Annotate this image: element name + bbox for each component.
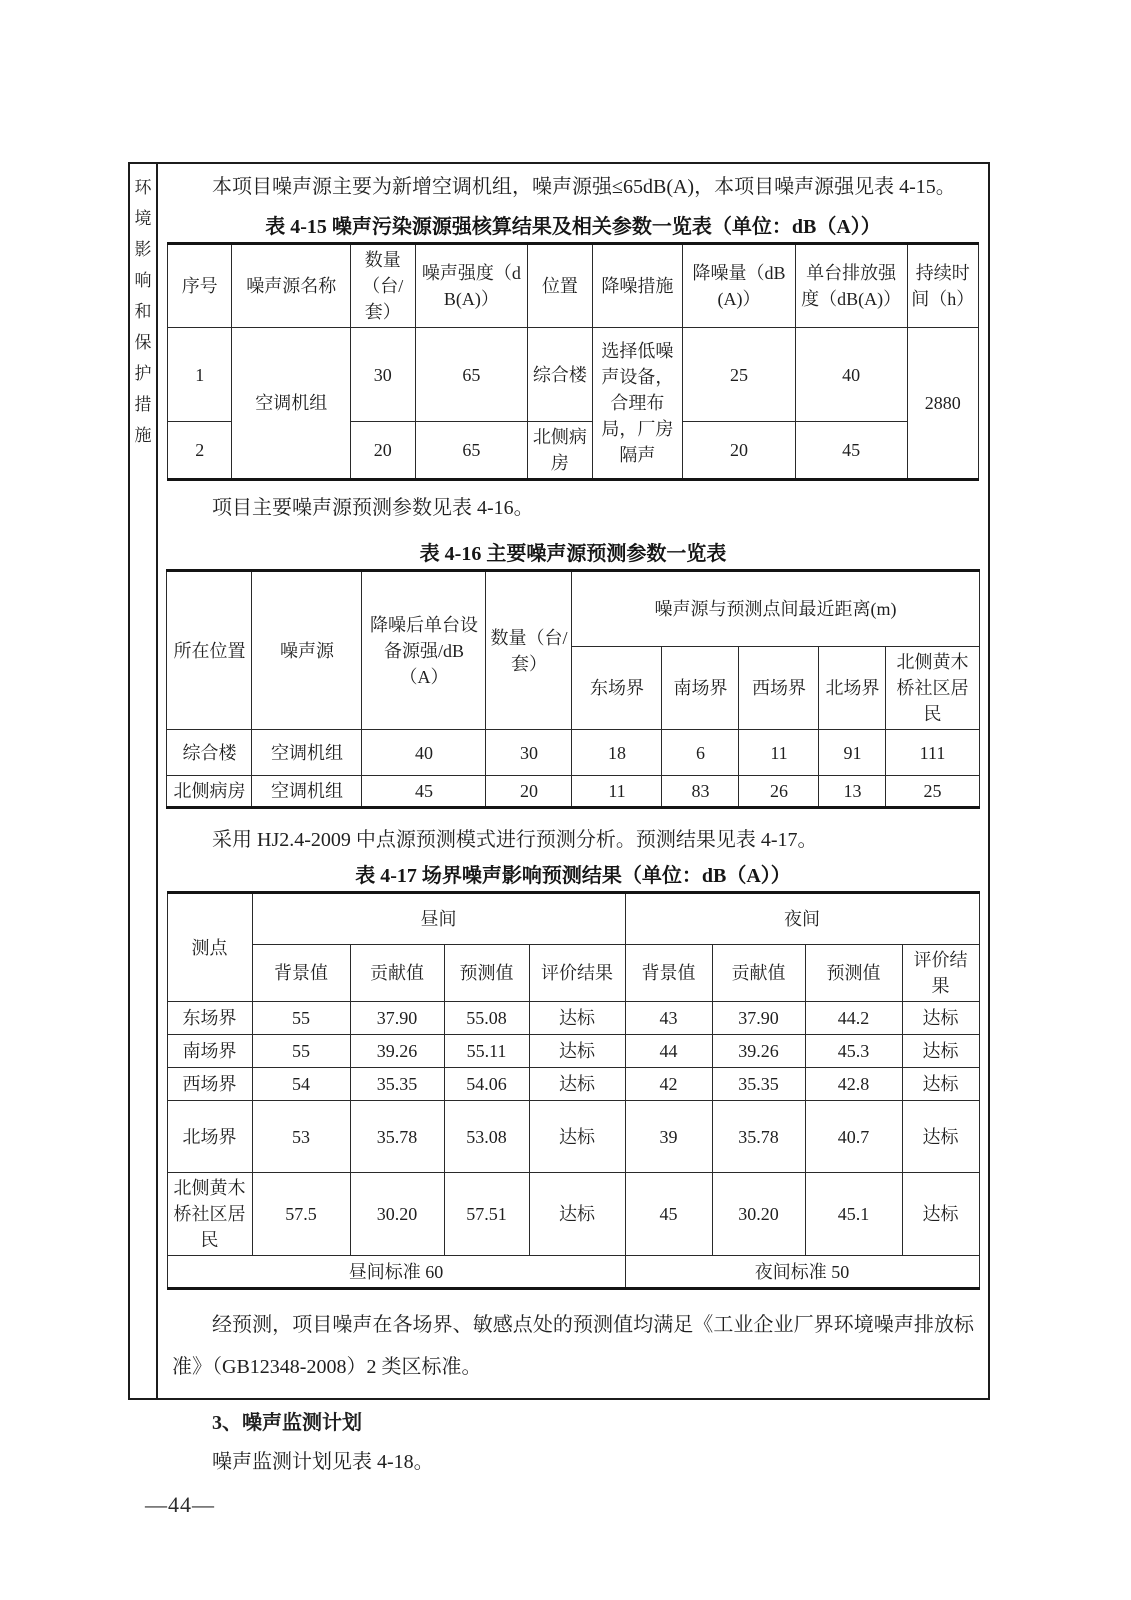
t17-header-cell: 背景值 xyxy=(252,945,350,1002)
t17-cell: 39.26 xyxy=(712,1035,805,1068)
t17-cell: 45.3 xyxy=(805,1035,902,1068)
t17-row-6 xyxy=(167,1173,979,1256)
t17-cell: 达标 xyxy=(902,1101,979,1173)
t17-header-cell: 背景值 xyxy=(625,945,712,1002)
t16-cell: 北侧病房 xyxy=(167,776,252,808)
table16-ref-paragraph: 项目主要噪声源预测参数见表 4-16。 xyxy=(212,497,534,519)
table-4-16-caption: 表 4-16 主要噪声源预测参数一览表 xyxy=(419,543,727,565)
t17-cell: 夜间标准 50 xyxy=(625,1256,979,1289)
t15-row-0 xyxy=(168,244,979,328)
t17-cell: 达标 xyxy=(529,1173,625,1256)
t15-cell: 20 xyxy=(351,422,415,480)
t16-header-cell: 北侧黄木桥社区居民 xyxy=(886,647,979,730)
t16-cell: 111 xyxy=(886,730,979,776)
t16-cell: 40 xyxy=(362,730,486,776)
t15-header-cell: 数量（台/套） xyxy=(351,244,415,328)
t15-header-cell: 单台排放强度（dB(A)） xyxy=(795,244,907,328)
t17-cell: 44 xyxy=(625,1035,712,1068)
t16-header-cell: 南场界 xyxy=(662,647,739,730)
t17-cell: 54.06 xyxy=(444,1068,529,1101)
t17-cell: 35.78 xyxy=(712,1101,805,1173)
t17-cell: 55 xyxy=(252,1002,350,1035)
t17-cell: 南场界 xyxy=(167,1035,252,1068)
t17-cell: 43 xyxy=(625,1002,712,1035)
t15-cell: 1 xyxy=(168,328,232,422)
monitoring-plan-heading: 3、噪声监测计划 xyxy=(212,1412,362,1434)
t17-row-4 xyxy=(167,1068,979,1101)
t15-row-1 xyxy=(168,328,979,422)
t17-cell: 55.11 xyxy=(444,1035,529,1068)
prediction-model-paragraph: 采用 HJ2.4-2009 中点源预测模式进行预测分析。预测结果见表 4-17。 xyxy=(212,829,818,851)
t15-header-cell: 噪声强度（dB(A)） xyxy=(415,244,528,328)
t17-header-cell: 昼间 xyxy=(252,893,625,945)
t15-cell: 空调机组 xyxy=(232,328,351,480)
t16-cell: 11 xyxy=(739,730,819,776)
t17-cell: 57.51 xyxy=(444,1173,529,1256)
t16-cell: 空调机组 xyxy=(252,730,362,776)
t17-cell: 北场界 xyxy=(167,1101,252,1173)
table-4-17 xyxy=(167,891,980,1290)
t15-header-cell: 位置 xyxy=(528,244,592,328)
t15-cell: 北侧病房 xyxy=(528,422,592,480)
t17-cell: 30.20 xyxy=(712,1173,805,1256)
t16-header-cell: 噪声源 xyxy=(252,571,362,730)
t17-cell: 42.8 xyxy=(805,1068,902,1101)
t16-header-cell: 北场界 xyxy=(819,647,886,730)
t15-cell: 65 xyxy=(415,328,528,422)
t17-header-cell: 测点 xyxy=(167,893,252,1002)
table-4-15 xyxy=(167,242,979,481)
t15-cell: 2 xyxy=(168,422,232,480)
t16-header-cell: 所在位置 xyxy=(167,571,252,730)
t17-cell: 40.7 xyxy=(805,1101,902,1173)
t16-cell: 18 xyxy=(572,730,662,776)
t15-cell: 2880 xyxy=(907,328,979,480)
t15-cell: 选择低噪声设备，合理布局，厂房隔声 xyxy=(592,328,683,480)
t15-header-cell: 持续时间（h） xyxy=(907,244,979,328)
t16-row-3 xyxy=(167,776,979,808)
t16-header-cell: 噪声源与预测点间最近距离(m) xyxy=(572,571,979,647)
t17-header-cell: 预测值 xyxy=(805,945,902,1002)
t17-cell: 55 xyxy=(252,1035,350,1068)
main-content xyxy=(158,164,988,1473)
t16-row-0 xyxy=(167,571,979,647)
t17-cell: 55.08 xyxy=(444,1002,529,1035)
t17-header-cell: 夜间 xyxy=(625,893,979,945)
t17-cell: 达标 xyxy=(529,1035,625,1068)
t17-cell: 45 xyxy=(625,1173,712,1256)
t16-cell: 6 xyxy=(662,730,739,776)
t17-cell: 达标 xyxy=(529,1002,625,1035)
t17-cell: 39.26 xyxy=(350,1035,444,1068)
t16-cell: 91 xyxy=(819,730,886,776)
t15-header-cell: 噪声源名称 xyxy=(232,244,351,328)
t17-cell: 54 xyxy=(252,1068,350,1101)
t17-header-cell: 预测值 xyxy=(444,945,529,1002)
t17-cell: 35.78 xyxy=(350,1101,444,1173)
t16-cell: 25 xyxy=(886,776,979,808)
t17-cell: 达标 xyxy=(902,1068,979,1101)
t17-header-cell: 贡献值 xyxy=(712,945,805,1002)
t15-header-cell: 降噪措施 xyxy=(592,244,683,328)
table-4-15-caption: 表 4-15 噪声污染源源强核算结果及相关参数一览表（单位：dB（A）） xyxy=(265,216,881,238)
t16-cell: 45 xyxy=(362,776,486,808)
t16-cell: 26 xyxy=(739,776,819,808)
t17-cell: 53 xyxy=(252,1101,350,1173)
table-4-16 xyxy=(166,569,979,809)
t17-header-cell: 评价结果 xyxy=(902,945,979,1002)
t17-cell: 37.90 xyxy=(712,1002,805,1035)
t16-cell: 空调机组 xyxy=(252,776,362,808)
t16-cell: 83 xyxy=(662,776,739,808)
t17-cell: 东场界 xyxy=(167,1002,252,1035)
t16-cell: 20 xyxy=(486,776,572,808)
t17-row-1 xyxy=(167,945,979,1002)
t17-cell: 达标 xyxy=(902,1035,979,1068)
t17-cell: 45.1 xyxy=(805,1173,902,1256)
t17-cell: 达标 xyxy=(529,1068,625,1101)
t17-header-cell: 评价结果 xyxy=(529,945,625,1002)
t15-cell: 30 xyxy=(351,328,415,422)
sidebar-section-column xyxy=(130,164,158,1398)
t17-cell: 57.5 xyxy=(252,1173,350,1256)
t17-header-cell: 贡献值 xyxy=(350,945,444,1002)
t17-row-2 xyxy=(167,1002,979,1035)
t16-header-cell: 西场界 xyxy=(739,647,819,730)
t17-cell: 39 xyxy=(625,1101,712,1173)
t16-header-cell: 降噪后单台设备源强/dB（A） xyxy=(362,571,486,730)
t17-cell: 37.90 xyxy=(350,1002,444,1035)
t17-cell: 35.35 xyxy=(350,1068,444,1101)
t17-row-5 xyxy=(167,1101,979,1173)
t15-header-cell: 降噪量（dB(A)） xyxy=(683,244,796,328)
t16-cell: 11 xyxy=(572,776,662,808)
t16-header-cell: 东场界 xyxy=(572,647,662,730)
t15-cell: 综合楼 xyxy=(528,328,592,422)
t15-cell: 65 xyxy=(415,422,528,480)
t17-cell: 北侧黄木桥社区居民 xyxy=(167,1173,252,1256)
t17-row-0 xyxy=(167,893,979,945)
t17-row-3 xyxy=(167,1035,979,1068)
t15-header-cell: 序号 xyxy=(168,244,232,328)
table-4-17-caption: 表 4-17 场界噪声影响预测结果（单位：dB（A）） xyxy=(355,865,791,887)
sidebar-vertical-label: 环境影响和保护措施 xyxy=(134,178,152,445)
t15-cell: 45 xyxy=(795,422,907,480)
page-number: —44— xyxy=(145,1492,215,1517)
t17-cell: 30.20 xyxy=(350,1173,444,1256)
t16-cell: 综合楼 xyxy=(167,730,252,776)
t17-cell: 达标 xyxy=(902,1173,979,1256)
t17-cell: 35.35 xyxy=(712,1068,805,1101)
t15-cell: 25 xyxy=(683,328,796,422)
t16-cell: 13 xyxy=(819,776,886,808)
conclusion-paragraph: 经预测，项目噪声在各场界、敏感点处的预测值均满足《工业企业厂界环境噪声排放标准》（GB12348-2008）2 类区标准。 xyxy=(172,1314,974,1378)
t17-cell: 达标 xyxy=(902,1002,979,1035)
t17-cell: 达标 xyxy=(529,1101,625,1173)
t16-header-cell: 数量（台/套） xyxy=(486,571,572,730)
t16-cell: 30 xyxy=(486,730,572,776)
t17-cell: 西场界 xyxy=(167,1068,252,1101)
table18-ref-paragraph: 噪声监测计划见表 4-18。 xyxy=(212,1451,434,1473)
t16-row-2 xyxy=(167,730,979,776)
t17-cell: 昼间标准 60 xyxy=(167,1256,625,1289)
t17-cell: 42 xyxy=(625,1068,712,1101)
t17-cell: 53.08 xyxy=(444,1101,529,1173)
t17-row-7 xyxy=(167,1256,979,1289)
t15-cell: 20 xyxy=(683,422,796,480)
t17-cell: 44.2 xyxy=(805,1002,902,1035)
t15-cell: 40 xyxy=(795,328,907,422)
document-frame xyxy=(128,162,990,1473)
intro-paragraph: 本项目噪声源主要为新增空调机组，噪声源强≤65dB(A)，本项目噪声源强见表 4-15。 xyxy=(212,176,956,198)
